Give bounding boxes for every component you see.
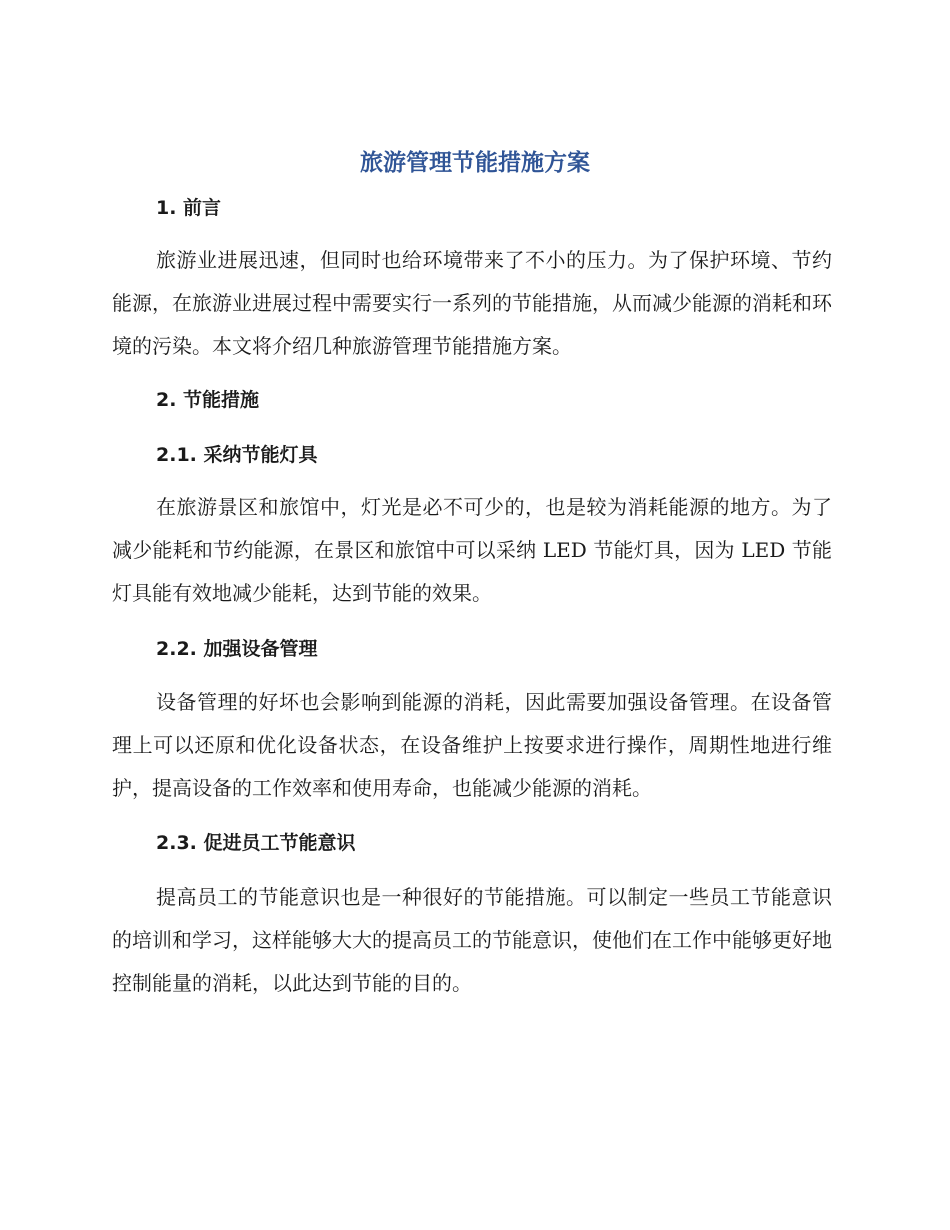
section-heading-measures: 2. 节能措施 xyxy=(156,389,260,411)
section-paragraph-equipment-management: 设备管理的好坏也会影响到能源的消耗，因此需要加强设备管理。在设备管理上可以还原和优化设备状态，在设备维护上按要求进行操作，周期性地进行维护，提高设备的工作效率和使用寿命，也能减少能源的消耗。 xyxy=(112,690,832,800)
section-heading-led-lighting: 2.1. 采纳节能灯具 xyxy=(156,444,318,466)
section-heading-staff-awareness: 2.3. 促进员工节能意识 xyxy=(156,832,356,854)
section-paragraph-led-lighting: 在旅游景区和旅馆中，灯光是必不可少的，也是较为消耗能源的地方。为了减少能耗和节约能源，在景区和旅馆中可以采纳 LED 节能灯具，因为 LED 节能灯具能有效地减少能耗，达到节能的效果。 xyxy=(112,495,832,605)
document-title: 旅游管理节能措施方案 xyxy=(360,150,590,176)
section-paragraph-preface: 旅游业进展迅速，但同时也给环境带来了不小的压力。为了保护环境、节约能源，在旅游业进展过程中需要实行一系列的节能措施，从而减少能源的消耗和环境的污染。本文将介绍几种旅游管理节能措施方案。 xyxy=(112,248,832,358)
section-heading-preface: 1. 前言 xyxy=(156,197,222,219)
section-paragraph-staff-awareness: 提高员工的节能意识也是一种很好的节能措施。可以制定一些员工节能意识的培训和学习，这样能够大大的提高员工的节能意识，使他们在工作中能够更好地控制能量的消耗，以此达到节能的目的。 xyxy=(112,885,832,995)
section-heading-equipment-management: 2.2. 加强设备管理 xyxy=(156,638,318,660)
